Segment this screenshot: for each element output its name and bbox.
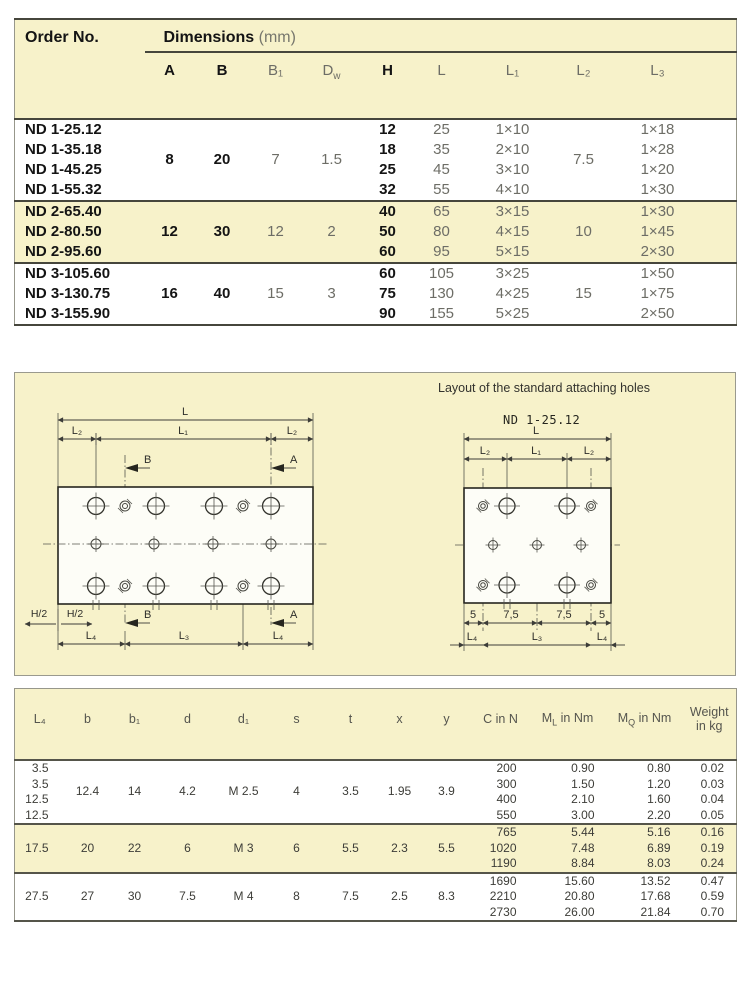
dim-h-cell: 60 bbox=[362, 263, 414, 284]
dim-l2-cell: 15 bbox=[556, 263, 612, 325]
dim-l1-cell: 4×10 bbox=[495, 181, 530, 198]
col-header-c: C in N bbox=[473, 689, 529, 761]
weight-cell: 0.24 bbox=[683, 856, 737, 873]
dim-h-cell: 12 bbox=[379, 121, 396, 138]
order-dimensions-table bbox=[14, 18, 737, 326]
filler-cell bbox=[704, 201, 737, 263]
part-number-label: ND 1-25.12 bbox=[503, 413, 581, 427]
dim-label-L4: L₄ bbox=[85, 630, 97, 642]
dim-s-cell: 6 bbox=[271, 824, 323, 873]
load-c-cell: 2730 bbox=[489, 904, 517, 919]
dim-l2-cell: 10 bbox=[556, 201, 612, 263]
load-c-cell: 1190 bbox=[473, 856, 529, 873]
dim-a-cell: 12 bbox=[145, 201, 195, 263]
dim-l4-cell bbox=[15, 905, 65, 922]
col-header-dw bbox=[302, 52, 362, 119]
weight-cell: 0.70 bbox=[700, 904, 724, 919]
dim-l-cell: 95 bbox=[414, 242, 470, 263]
order-row bbox=[15, 263, 737, 284]
col-header-l2: L₂ bbox=[556, 52, 612, 119]
col-header-b: b bbox=[65, 689, 111, 761]
dim-l1-cell: 2×10 bbox=[495, 141, 530, 158]
moment-ml-cell: 2.10 bbox=[571, 792, 595, 806]
dim-l3-cell: 1×30 bbox=[612, 201, 704, 222]
dim-l1-cell: 4×15 bbox=[470, 222, 556, 242]
dim-a-cell: 8 bbox=[165, 151, 174, 168]
filler-cell bbox=[704, 263, 737, 325]
dim-l1-cell: 1×10 bbox=[495, 121, 530, 138]
dim-b-cell: 40 bbox=[195, 263, 250, 325]
dim-l3-cell: 2×30 bbox=[612, 242, 704, 263]
moment-ml-cell: 1.50 bbox=[571, 776, 595, 791]
col-header-d: d bbox=[159, 689, 217, 761]
moment-mq-cell: 8.03 bbox=[607, 856, 683, 873]
dim-l4-cell bbox=[15, 856, 65, 873]
order-no-cell: ND 2-80.50 bbox=[15, 222, 145, 242]
dim-b1-cell: 14 bbox=[127, 784, 142, 799]
dim-dw-cell: 2 bbox=[302, 201, 362, 263]
dim-l-cell: 25 bbox=[433, 121, 450, 138]
mq-unit: in Nm bbox=[635, 710, 672, 725]
dim-l3-cell: 1×45 bbox=[612, 222, 704, 242]
dim-b1-cell: 12 bbox=[250, 201, 302, 263]
filler-cell bbox=[704, 119, 737, 201]
weight-unit: in kg bbox=[696, 719, 723, 733]
bottom-table-header bbox=[15, 689, 737, 761]
dim-label-5: 5 bbox=[469, 609, 477, 621]
dim-label-L: L bbox=[532, 425, 540, 437]
dim-l1-cell: 3×15 bbox=[470, 201, 556, 222]
order-row bbox=[15, 284, 737, 304]
order-no-cell: ND 3-130.75 bbox=[25, 285, 111, 302]
col-header-b: B bbox=[195, 52, 250, 119]
dim-b-cell: 20 bbox=[65, 824, 111, 873]
order-row bbox=[15, 201, 737, 222]
dim-label-H2: H/2 bbox=[30, 608, 48, 620]
dim-h-cell: 32 bbox=[379, 181, 396, 198]
order-row bbox=[15, 222, 737, 242]
weight-cell: 0.47 bbox=[683, 873, 737, 890]
dim-label-L2: L₂ bbox=[71, 425, 83, 437]
load-data-row bbox=[15, 824, 737, 841]
col-header-l4: L₄ bbox=[15, 689, 65, 761]
col-header-h: H bbox=[362, 52, 414, 119]
col-header-weight bbox=[683, 689, 737, 761]
dim-d1-cell: M 2.5 bbox=[228, 784, 259, 799]
dimensions-header bbox=[145, 19, 737, 52]
dim-l1-cell: 4×25 bbox=[495, 285, 530, 302]
dim-t-cell: 3.5 bbox=[342, 784, 359, 799]
order-row bbox=[15, 160, 737, 180]
order-row bbox=[15, 180, 737, 201]
dim-l3-cell: 1×18 bbox=[640, 121, 675, 138]
dim-label-L4: L₄ bbox=[272, 630, 284, 642]
dim-dw-cell: 1.5 bbox=[321, 151, 342, 168]
dim-l4-cell bbox=[15, 824, 65, 841]
moment-mq-cell: 13.52 bbox=[607, 873, 683, 890]
moment-mq-cell: 21.84 bbox=[640, 904, 671, 919]
order-no-header: Order No. bbox=[15, 19, 145, 119]
dimensions-unit: (mm) bbox=[258, 29, 296, 46]
dim-l4-cell: 12.5 bbox=[25, 792, 49, 806]
order-no-cell: ND 1-45.25 bbox=[25, 161, 102, 178]
weight-cell: 0.16 bbox=[683, 824, 737, 841]
col-header-y: y bbox=[421, 689, 473, 761]
section-label-A: A bbox=[290, 609, 298, 621]
col-header-b1: B₁ bbox=[250, 52, 302, 119]
moment-ml-cell: 3.00 bbox=[571, 807, 595, 822]
dim-a-cell: 16 bbox=[145, 263, 195, 325]
dim-label-L1: L₁ bbox=[531, 445, 541, 457]
dim-label-L2: L₂ bbox=[583, 445, 595, 457]
col-header-a: A bbox=[145, 52, 195, 119]
dim-l2-cell: 7.5 bbox=[573, 151, 594, 168]
dim-l4-cell bbox=[15, 873, 65, 890]
col-header-d1: d₁ bbox=[217, 689, 271, 761]
moment-mq-cell: 0.80 bbox=[647, 761, 671, 775]
moment-mq-cell: 5.16 bbox=[607, 824, 683, 841]
dim-l3-cell: 1×75 bbox=[640, 285, 675, 302]
dim-l-cell: 55 bbox=[433, 181, 450, 198]
dw-subscript: w bbox=[333, 71, 341, 82]
drawing-panel bbox=[14, 372, 736, 676]
attaching-holes-layout-drawing bbox=[438, 381, 650, 651]
dim-b-cell: 12.4 bbox=[75, 784, 100, 799]
dimensions-label: Dimensions bbox=[163, 29, 255, 46]
bottom-table-body bbox=[15, 760, 737, 921]
dim-l3-cell: 1×50 bbox=[612, 263, 704, 284]
dim-l1-cell: 5×15 bbox=[470, 242, 556, 263]
dim-h-cell: 40 bbox=[362, 201, 414, 222]
panel-caption: Layout of the standard attaching holes bbox=[438, 381, 650, 395]
top-table-body bbox=[15, 119, 737, 325]
load-c-cell: 200 bbox=[496, 761, 517, 775]
moment-mq-cell: 2.20 bbox=[647, 807, 671, 822]
order-row bbox=[15, 304, 737, 325]
load-c-cell: 300 bbox=[496, 776, 517, 791]
moment-ml-cell: 0.90 bbox=[571, 761, 595, 775]
dim-h-cell: 18 bbox=[379, 141, 396, 158]
dim-h-cell: 25 bbox=[379, 161, 396, 178]
dim-l-cell: 35 bbox=[433, 141, 450, 158]
dim-l3-cell: 2×50 bbox=[640, 305, 675, 322]
dim-l1-cell: 3×10 bbox=[495, 161, 530, 178]
dim-s-cell: 8 bbox=[271, 873, 323, 922]
dim-h-cell: 75 bbox=[379, 285, 396, 302]
dim-l-cell: 80 bbox=[414, 222, 470, 242]
dim-l-cell: 105 bbox=[414, 263, 470, 284]
moment-ml-cell: 5.44 bbox=[529, 824, 607, 841]
dim-b1-cell: 22 bbox=[111, 824, 159, 873]
col-header-ml bbox=[529, 689, 607, 761]
load-data-row bbox=[15, 760, 737, 777]
dim-l4-cell: 17.5 bbox=[15, 841, 65, 857]
dim-x-cell: 2.3 bbox=[379, 824, 421, 873]
main-plate-drawing bbox=[25, 406, 328, 650]
mq-subscript: Q bbox=[628, 717, 636, 728]
dim-t-cell: 5.5 bbox=[323, 824, 379, 873]
moment-mq-cell: 1.20 bbox=[647, 776, 671, 791]
moment-ml-cell: 15.60 bbox=[529, 873, 607, 890]
dim-x-cell: 1.95 bbox=[387, 784, 412, 799]
moment-ml-cell: 20.80 bbox=[564, 889, 595, 903]
moment-ml-cell: 8.84 bbox=[529, 856, 607, 873]
dim-d-cell: 4.2 bbox=[179, 784, 196, 799]
dim-l3-cell: 1×30 bbox=[640, 181, 675, 198]
ml-unit: in Nm bbox=[557, 710, 594, 725]
dim-label-5: 5 bbox=[598, 609, 606, 621]
dim-b-cell: 27 bbox=[65, 873, 111, 922]
dim-l-cell: 130 bbox=[428, 285, 455, 302]
load-c-cell: 550 bbox=[496, 807, 517, 822]
order-no-cell: ND 1-35.18 bbox=[25, 141, 102, 158]
load-c-cell: 765 bbox=[473, 824, 529, 841]
col-header-l3: L₃ bbox=[612, 52, 704, 119]
weight-cell: 0.03 bbox=[700, 776, 724, 791]
col-header-l: L bbox=[414, 52, 470, 119]
weight-cell: 0.02 bbox=[700, 761, 724, 775]
dim-label-L: L bbox=[181, 406, 189, 418]
top-table-header bbox=[15, 19, 737, 119]
col-header-b1: b₁ bbox=[111, 689, 159, 761]
dim-b1-cell: 30 bbox=[111, 873, 159, 922]
dim-l3-cell: 1×20 bbox=[640, 161, 675, 178]
load-c-cell: 2210 bbox=[489, 889, 517, 903]
dim-l-cell: 45 bbox=[433, 161, 450, 178]
dim-label-L4: L₄ bbox=[466, 631, 478, 643]
dim-b1-cell: 7 bbox=[271, 151, 280, 168]
dim-label-L4: L₄ bbox=[596, 631, 608, 643]
dim-s-cell: 4 bbox=[293, 784, 300, 799]
dim-h-cell: 50 bbox=[362, 222, 414, 242]
dim-l-cell: 65 bbox=[414, 201, 470, 222]
weight-label: Weight bbox=[689, 705, 729, 719]
dim-t-cell: 7.5 bbox=[323, 873, 379, 922]
order-no-cell: ND 3-105.60 bbox=[15, 263, 145, 284]
col-header-x: x bbox=[379, 689, 421, 761]
dim-d1-cell: M 4 bbox=[217, 873, 271, 922]
dim-d-cell: 7.5 bbox=[159, 873, 217, 922]
section-label-B: B bbox=[144, 609, 152, 621]
moment-ml-cell: 7.48 bbox=[529, 841, 607, 857]
ml-letter: M bbox=[541, 710, 553, 725]
dim-l-cell: 155 bbox=[428, 305, 455, 322]
dim-l1-cell: 5×25 bbox=[495, 305, 530, 322]
weight-cell: 0.05 bbox=[700, 807, 724, 822]
weight-cell: 0.04 bbox=[700, 792, 724, 806]
dim-label-75: 7,5 bbox=[556, 609, 572, 621]
dim-dw-cell: 3 bbox=[302, 263, 362, 325]
order-row bbox=[15, 140, 737, 160]
dim-l3-cell: 1×28 bbox=[640, 141, 675, 158]
moment-mq-cell: 1.60 bbox=[647, 792, 671, 806]
mq-letter: M bbox=[617, 710, 629, 725]
order-row bbox=[15, 119, 737, 140]
load-data-row bbox=[15, 873, 737, 890]
order-no-cell: ND 1-25.12 bbox=[25, 121, 102, 138]
section-label-B: B bbox=[144, 454, 152, 466]
moment-mq-cell: 6.89 bbox=[607, 841, 683, 857]
col-header-t: t bbox=[323, 689, 379, 761]
dim-l4-cell: 3.5 bbox=[31, 776, 49, 791]
dim-l4-cell: 27.5 bbox=[25, 889, 49, 903]
order-no-cell: ND 1-55.32 bbox=[25, 181, 102, 198]
col-header-s: s bbox=[271, 689, 323, 761]
col-header-l1: L₁ bbox=[470, 52, 556, 119]
load-c-cell: 1690 bbox=[473, 873, 529, 890]
dim-label-L2: L₂ bbox=[286, 425, 298, 437]
dim-l4-cell: 3.5 bbox=[31, 761, 49, 775]
section-label-A: A bbox=[290, 454, 298, 466]
order-no-cell: ND 2-95.60 bbox=[15, 242, 145, 263]
dim-label-H2: H/2 bbox=[66, 608, 84, 620]
weight-cell: 0.19 bbox=[683, 841, 737, 857]
col-header-mq bbox=[607, 689, 683, 761]
dim-y-cell: 3.9 bbox=[438, 784, 455, 799]
dim-label-75: 7,5 bbox=[503, 609, 519, 621]
filler-header bbox=[704, 52, 737, 119]
order-no-cell: ND 2-65.40 bbox=[15, 201, 145, 222]
attaching-holes-drawing bbox=[15, 373, 735, 675]
dim-l1-cell: 3×25 bbox=[470, 263, 556, 284]
moment-ml-cell: 26.00 bbox=[564, 904, 595, 919]
load-c-cell: 1020 bbox=[473, 841, 529, 857]
order-no-cell: ND 3-155.90 bbox=[25, 305, 111, 322]
dim-y-cell: 8.3 bbox=[421, 873, 473, 922]
moment-mq-cell: 17.68 bbox=[640, 889, 671, 903]
dim-b-cell: 20 bbox=[213, 151, 231, 168]
dim-h-cell: 90 bbox=[379, 305, 396, 322]
dim-y-cell: 5.5 bbox=[421, 824, 473, 873]
ml-subscript: L bbox=[552, 717, 558, 728]
dim-label-L3: L₃ bbox=[178, 630, 190, 642]
dim-label-L2: L₂ bbox=[479, 445, 491, 457]
order-row bbox=[15, 242, 737, 263]
dim-d-cell: 6 bbox=[159, 824, 217, 873]
dim-x-cell: 2.5 bbox=[379, 873, 421, 922]
dim-l4-cell: 12.5 bbox=[25, 807, 49, 822]
dim-b-cell: 30 bbox=[195, 201, 250, 263]
dim-label-L3: L₃ bbox=[531, 631, 543, 643]
dim-label-L1: L₁ bbox=[178, 425, 188, 437]
dim-b1-cell: 15 bbox=[250, 263, 302, 325]
load-dimensions-table bbox=[14, 688, 737, 922]
dw-letter: D bbox=[322, 62, 334, 79]
weight-cell: 0.59 bbox=[700, 889, 724, 903]
dim-d1-cell: M 3 bbox=[217, 824, 271, 873]
load-c-cell: 400 bbox=[496, 792, 517, 806]
dim-h-cell: 60 bbox=[362, 242, 414, 263]
